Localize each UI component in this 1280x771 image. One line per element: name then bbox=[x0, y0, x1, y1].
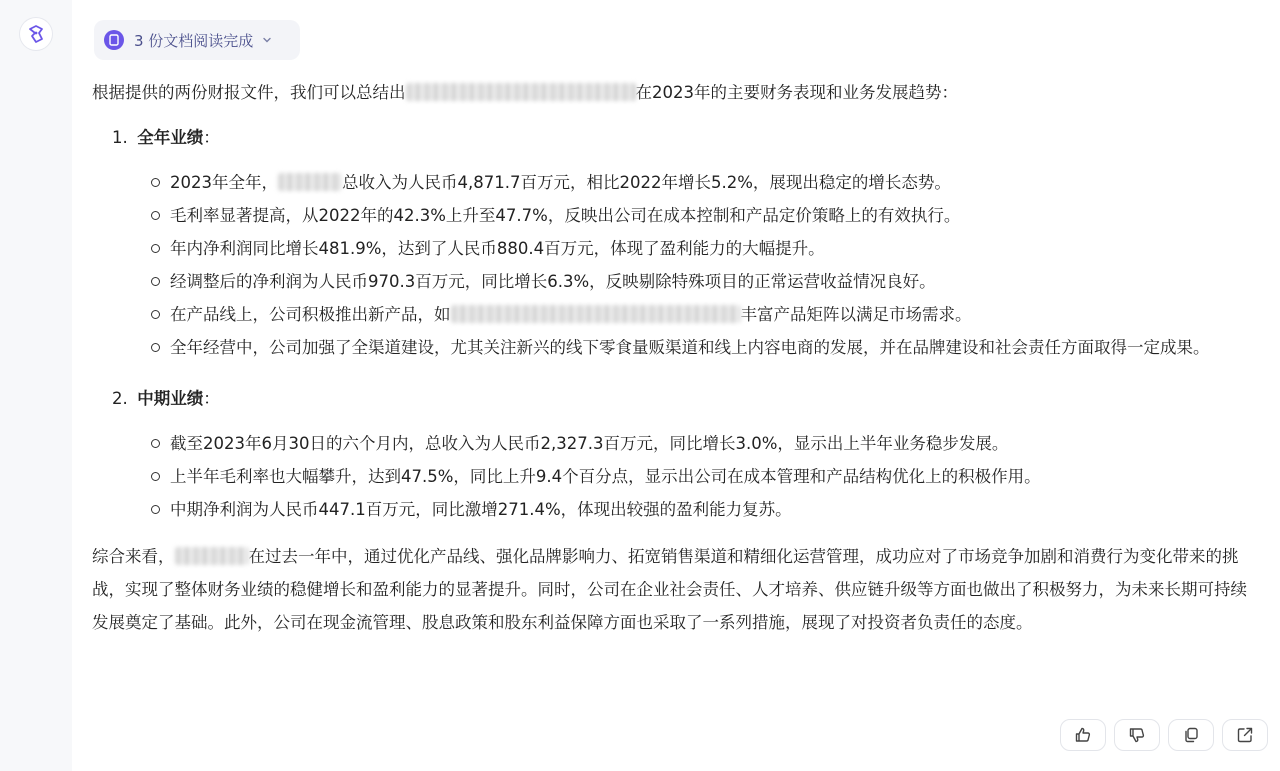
list-item-text: 中期净利润为人民币447.1百万元，同比激增271.4%，体现出较强的盈利能力复苏。 bbox=[170, 500, 792, 519]
list-item-text: 毛利率显著提高，从2022年的42.3%上升至47.7%，反映出公司在成本控制和产品定价策略上的有效执行。 bbox=[170, 206, 961, 225]
share-button[interactable] bbox=[1222, 719, 1268, 751]
summary-paragraph bbox=[92, 540, 1252, 639]
list-item bbox=[92, 166, 1262, 199]
section-title: 中期业绩 bbox=[137, 389, 204, 408]
documents-read-toggle[interactable] bbox=[94, 20, 300, 60]
share-icon bbox=[1236, 726, 1254, 744]
thumbs-down-icon bbox=[1128, 726, 1146, 744]
intro-text-start: 根据提供的两份财报文件，我们可以总结出 bbox=[92, 83, 406, 102]
list-item bbox=[92, 331, 1262, 364]
intro-paragraph bbox=[92, 76, 1262, 109]
like-button[interactable] bbox=[1060, 719, 1106, 751]
summary-text-start: 综合来看， bbox=[92, 547, 175, 566]
redacted-company-name bbox=[278, 173, 342, 191]
annual-results-list bbox=[92, 166, 1262, 364]
list-item-text: 经调整后的净利润为人民币970.3百万元，同比增长6.3%，反映剔除特殊项目的正常运营收益情况良好。 bbox=[170, 272, 936, 291]
section-title-suffix: ： bbox=[203, 128, 220, 147]
redacted-company-name bbox=[406, 83, 636, 101]
left-sidebar bbox=[0, 0, 72, 771]
interim-results-list bbox=[92, 427, 1262, 526]
copy-button[interactable] bbox=[1168, 719, 1214, 751]
copy-icon bbox=[1182, 726, 1200, 744]
redacted-company-name bbox=[175, 547, 249, 565]
assistant-answer bbox=[92, 76, 1262, 639]
list-item-text: 截至2023年6月30日的六个月内，总收入为人民币2,327.3百万元，同比增长3.0%，显示出上半年业务稳步发展。 bbox=[170, 434, 1009, 453]
redacted-product-names bbox=[451, 305, 741, 323]
message-actions bbox=[1060, 719, 1268, 751]
list-item-text: 2023年全年， bbox=[170, 173, 278, 192]
summary-text-end: 在过去一年中，通过优化产品线、强化品牌影响力、拓宽销售渠道和精细化运营管理，成功应对了市场竞争加剧和消费行为变化带来的挑战，实现了整体财务业绩的稳健增长和盈利能力的显著提升。同时，公司在企业社会责任、人才培养、供应链升级等方面也做出了积极努力，为未来长期可持续发展奠定了基础。此外，公司在现金流管理、股息政策和股东利益保障方面也采取了一系列措施，展现了对投资者负责任的态度。 bbox=[92, 547, 1247, 632]
list-item bbox=[92, 232, 1262, 265]
thumbs-up-icon bbox=[1074, 726, 1092, 744]
list-item bbox=[92, 265, 1262, 298]
list-item bbox=[92, 427, 1262, 460]
section-heading-annual bbox=[92, 121, 1262, 154]
assistant-logo-icon bbox=[26, 24, 46, 44]
intro-text-end: 在2023年的主要财务表现和业务发展趋势： bbox=[635, 83, 958, 102]
list-item-text: 在产品线上，公司积极推出新产品，如 bbox=[170, 305, 451, 324]
section-title-suffix: ： bbox=[203, 389, 220, 408]
list-item-text: 丰富产品矩阵以满足市场需求。 bbox=[740, 305, 972, 324]
section-number: 1. bbox=[112, 128, 128, 147]
list-item bbox=[92, 493, 1262, 526]
dislike-button[interactable] bbox=[1114, 719, 1160, 751]
list-item-text: 上半年毛利率也大幅攀升，达到47.5%，同比上升9.4个百分点，显示出公司在成本管理和产品结构优化上的积极作用。 bbox=[170, 467, 1041, 486]
list-item-text: 年内净利润同比增长481.9%，达到了人民币880.4百万元，体现了盈利能力的大幅提升。 bbox=[170, 239, 825, 258]
list-item bbox=[92, 298, 1262, 331]
list-item-text: 全年经营中，公司加强了全渠道建设，尤其关注新兴的线下零食量贩渠道和线上内容电商的发展，并在品牌建设和社会责任方面取得一定成果。 bbox=[170, 338, 1210, 357]
list-item bbox=[92, 460, 1262, 493]
chevron-down-icon bbox=[261, 34, 273, 46]
documents-read-label: 3 份文档阅读完成 bbox=[134, 31, 254, 50]
assistant-avatar bbox=[20, 18, 52, 50]
section-number: 2. bbox=[112, 389, 128, 408]
chat-content bbox=[72, 0, 1280, 771]
list-item-text: 总收入为人民币4,871.7百万元，相比2022年增长5.2%，展现出稳定的增长态势。 bbox=[342, 173, 951, 192]
section-title: 全年业绩 bbox=[137, 128, 204, 147]
section-heading-interim bbox=[92, 382, 1262, 415]
list-item bbox=[92, 199, 1262, 232]
document-icon bbox=[104, 30, 124, 50]
